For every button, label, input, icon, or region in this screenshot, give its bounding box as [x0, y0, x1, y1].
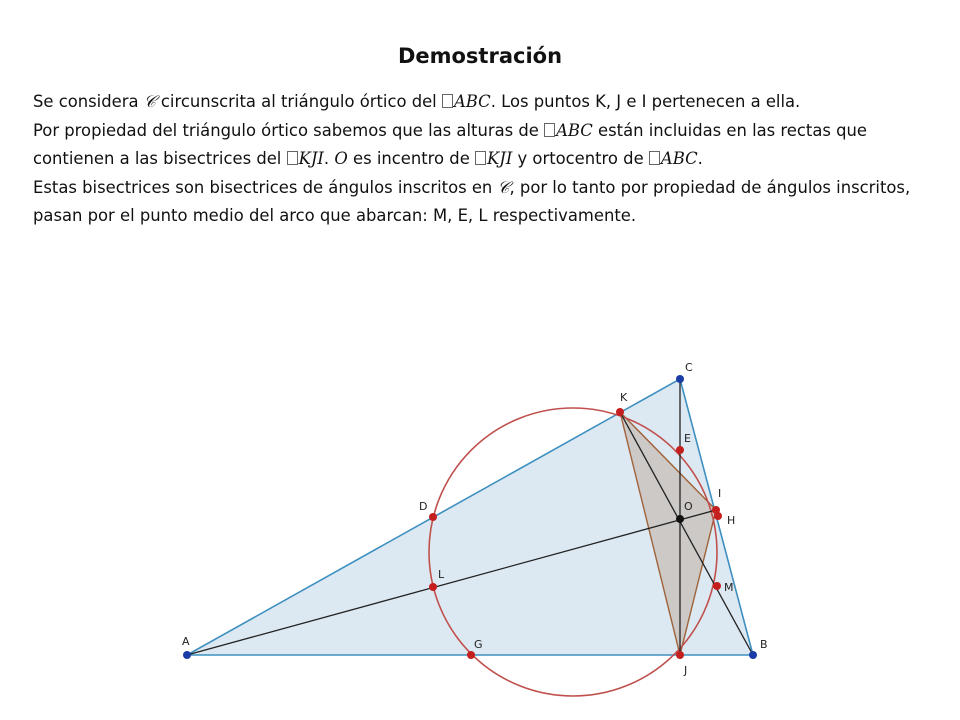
label-j: J: [684, 664, 688, 677]
triangle-kji-math: KJI: [487, 149, 513, 168]
p2-dot: .: [323, 149, 330, 168]
triangle-abc-math: ABC: [453, 92, 491, 111]
label-i: I: [718, 487, 722, 500]
triangle-abc-math: ABC: [660, 149, 698, 168]
point-h: [714, 512, 722, 520]
point-l: [429, 583, 437, 591]
p3-text-a: Estas bisectrices son bisectrices de ángulos inscritos en: [33, 177, 493, 197]
label-a: A: [182, 635, 190, 648]
point-j: [676, 651, 684, 659]
point-b: [749, 651, 757, 659]
point-k: [616, 408, 624, 416]
point-o: [676, 515, 684, 523]
point-m: [713, 582, 721, 590]
point-e: [676, 446, 684, 454]
point-c: [676, 375, 684, 383]
label-o: O: [684, 500, 693, 513]
p1-text-b: circunscrita al triángulo órtico del: [160, 92, 437, 111]
p1-text-a: Se considera: [33, 92, 139, 111]
label-g: G: [474, 638, 483, 651]
page-title: Demostración: [397, 44, 563, 68]
label-d: D: [419, 500, 428, 513]
p2-text-c: es incentro de: [352, 149, 470, 168]
triangle-abc-math: ABC: [556, 120, 593, 140]
label-c: C: [685, 361, 693, 374]
p3-text-b: , por lo tanto por propiedad de ángulos inscritos, pasan por el punto medio del arco que abarcan: M, E, L respectivamente.: [33, 177, 911, 225]
label-b: B: [760, 638, 768, 651]
p1-text-c: . Los puntos K, J e I pertenecen a ella.: [490, 92, 801, 111]
p2-text-e: .: [697, 149, 703, 168]
point-g: [467, 651, 475, 659]
label-m: M: [724, 581, 734, 594]
circle-symbol: 𝒞: [497, 177, 510, 197]
triangle-kji-math: KJI: [298, 149, 324, 168]
point-a: [183, 651, 191, 659]
label-e: E: [684, 432, 691, 445]
label-k: K: [620, 391, 628, 404]
circle-symbol: 𝒞: [143, 92, 156, 111]
p2-text-a: Por propiedad del triángulo órtico sabemos que las alturas de: [33, 120, 539, 140]
p2-text-b: están incluidas en las rectas que contienen a las bisectrices del: [33, 120, 867, 168]
point-o-math: O: [334, 149, 348, 168]
label-l: L: [438, 568, 445, 581]
p2-text-d: y ortocentro de: [517, 149, 644, 168]
point-d: [429, 513, 437, 521]
label-h: H: [727, 514, 736, 527]
